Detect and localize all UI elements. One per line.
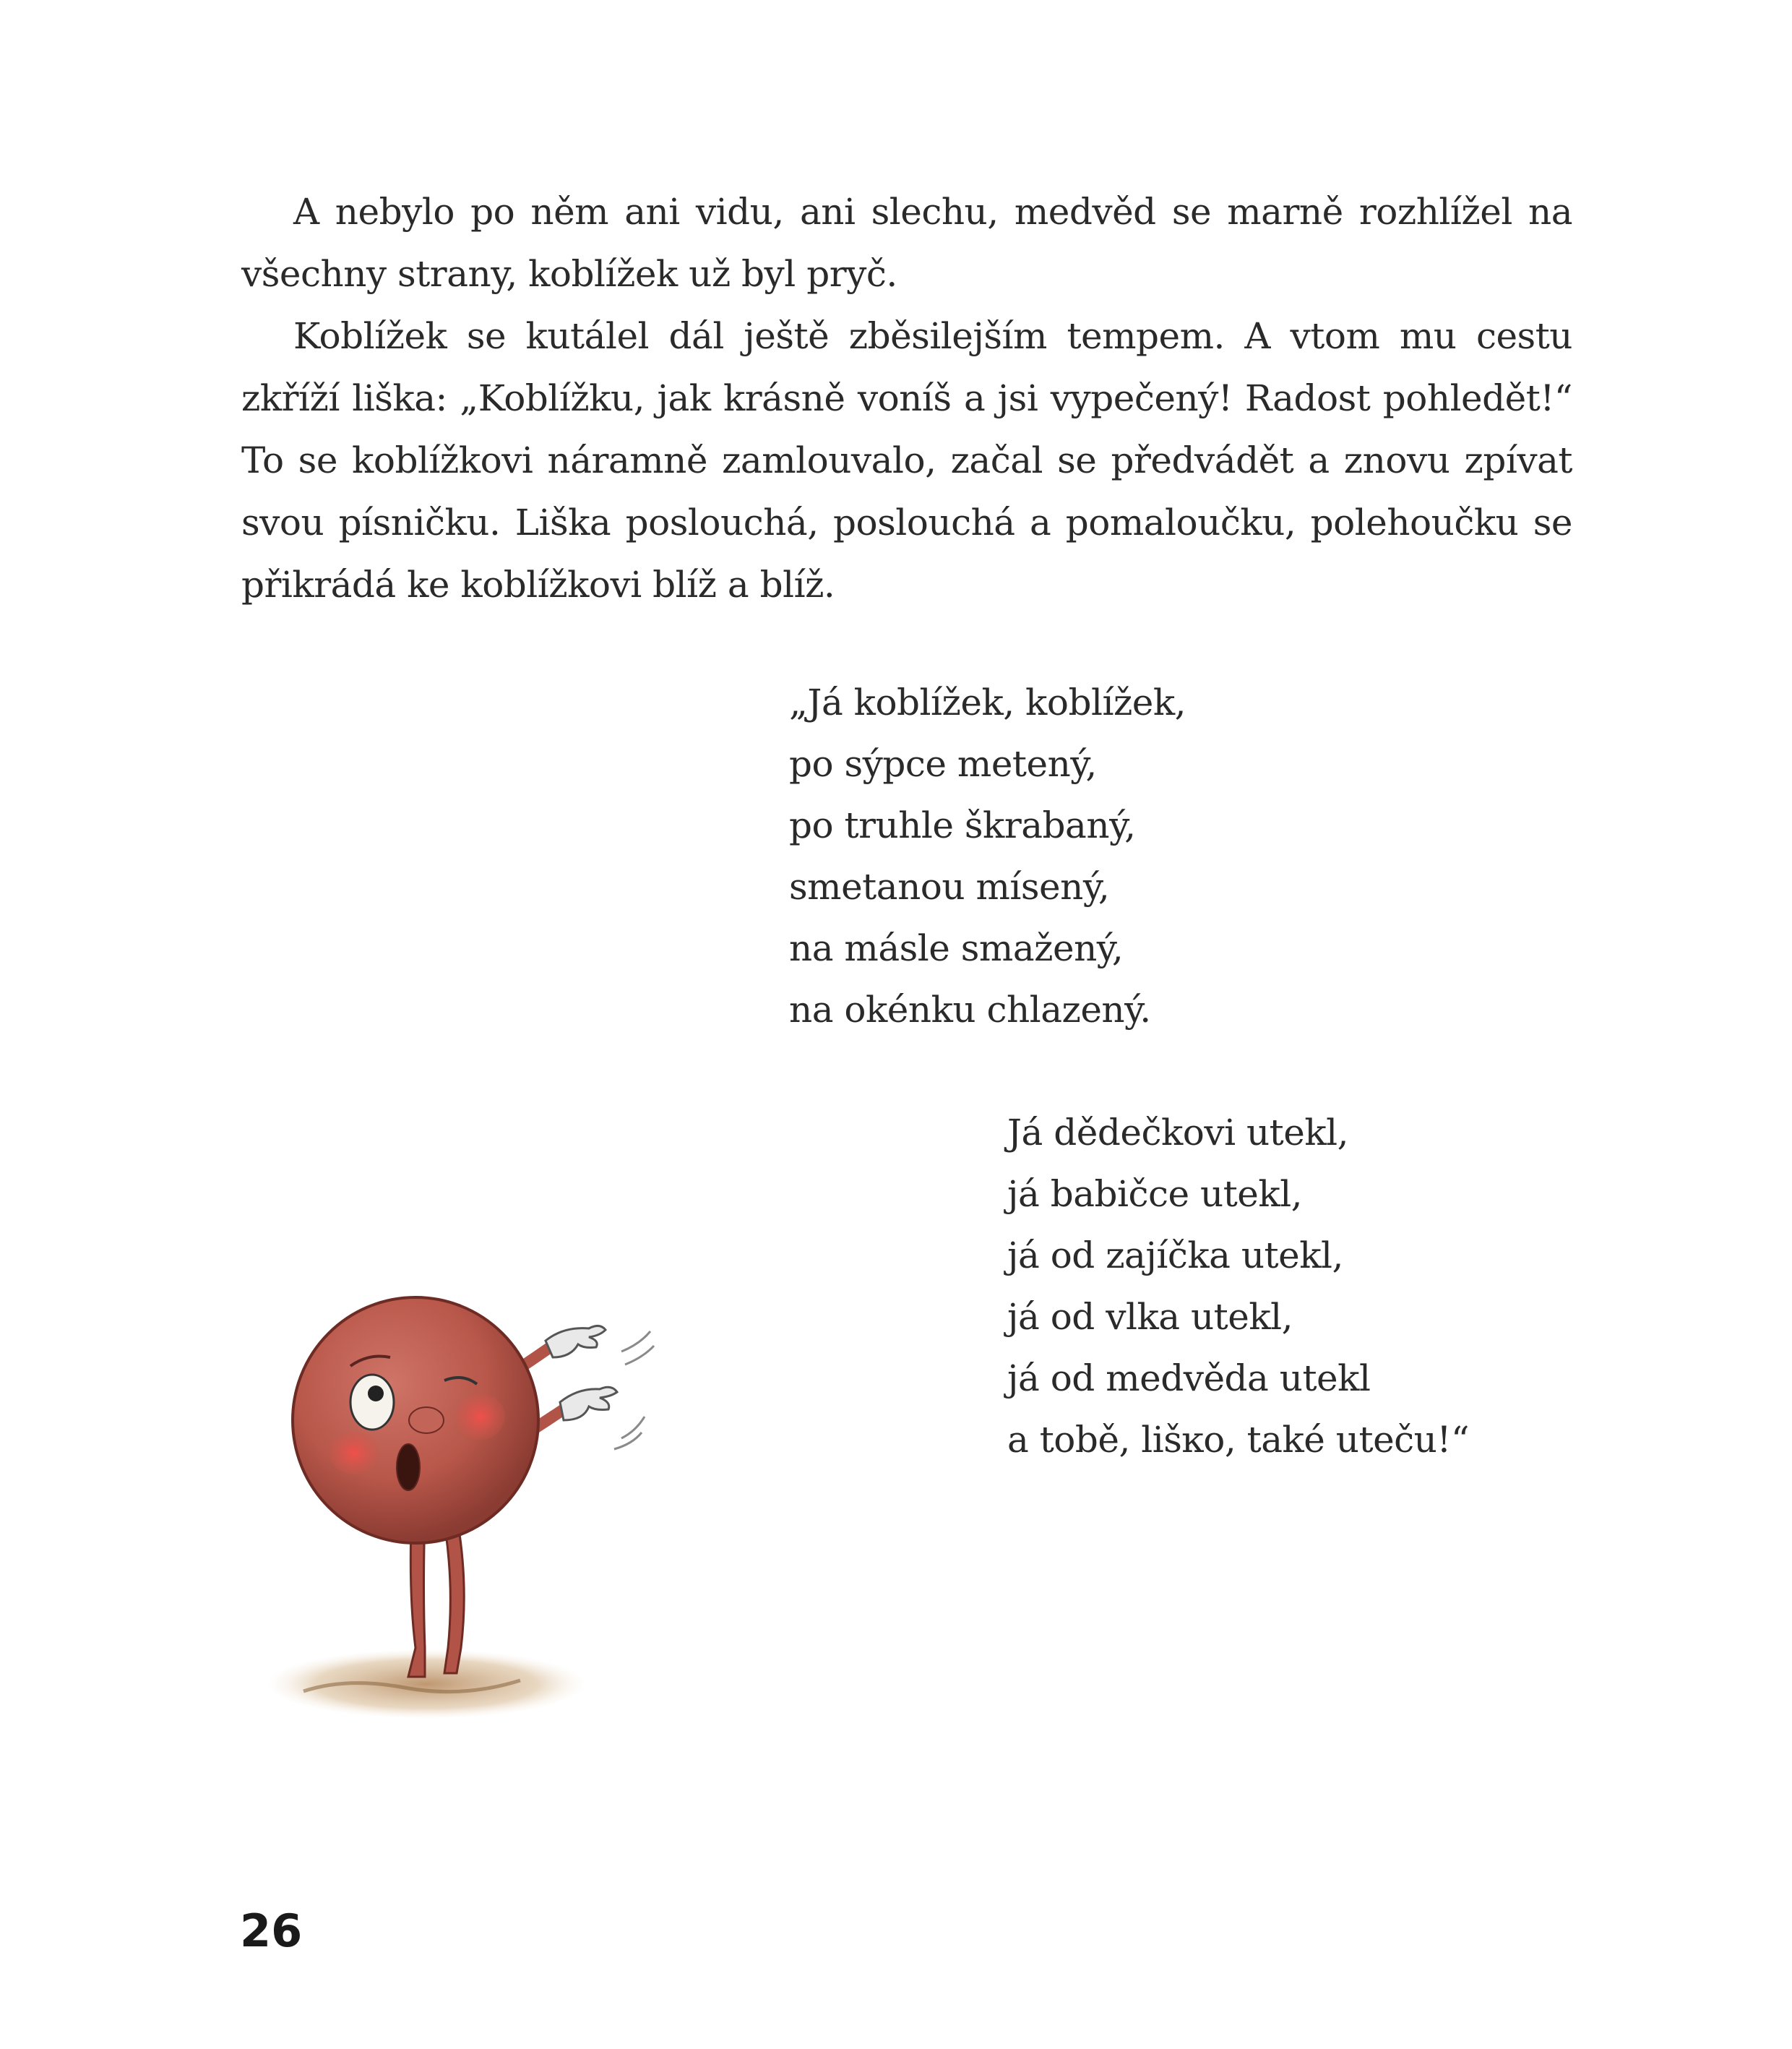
verse-line: Já dědečkovi utekl, bbox=[1007, 1112, 1349, 1154]
paragraph: Koblížek se kutálel dál ještě zběsilejším tempem. A vtom mu cestu zkříží liška: „Koblížku, jak krásně voníš a jsi vypečený! Radost pohledět!“ To se koblížkovi náramně zamlouvalo, začal se předvádět a znovu zpívat svou písničku. Liška poslouchá, poslouchá a pomaloučku, polehoučku se přikrádá ke koblížkovi blíž a blíž. bbox=[241, 315, 1572, 606]
cheek-right bbox=[456, 1393, 505, 1440]
ground-shadow bbox=[267, 1649, 585, 1719]
verse-line: já babičce utekl, bbox=[1007, 1173, 1303, 1215]
page-number: 26 bbox=[240, 1904, 303, 1957]
mouth bbox=[397, 1444, 420, 1490]
verse-line: já od zajíčka utekl, bbox=[1007, 1234, 1343, 1276]
paragraph: A nebylo po něm ani vidu, ani slechu, medvěd se marně rozhlížel na všechny strany, koblížek už byl pryč. bbox=[241, 191, 1572, 295]
story-text bbox=[241, 181, 1572, 616]
verse-line: na másle smažený, bbox=[789, 927, 1124, 969]
eye-left bbox=[350, 1375, 394, 1430]
nose bbox=[409, 1407, 444, 1433]
song-verse-second bbox=[1007, 1102, 1469, 1471]
verse-line: po sýpce metený, bbox=[789, 743, 1097, 785]
verse-line: po truhle škrabaný, bbox=[789, 804, 1136, 846]
pupil-left bbox=[368, 1386, 384, 1401]
glove-lower bbox=[560, 1387, 617, 1420]
glove-upper bbox=[546, 1326, 606, 1357]
cheek-left bbox=[329, 1431, 379, 1474]
verse-line: já od vlka utekl, bbox=[1007, 1296, 1293, 1338]
verse-line: já od medvěda utekl bbox=[1007, 1357, 1371, 1399]
koblizek-illustration bbox=[260, 1272, 860, 1735]
song-verse-first bbox=[789, 672, 1186, 1041]
verse-line: „Já koblížek, koblížek, bbox=[789, 682, 1186, 723]
verse-line: smetanou mísený, bbox=[789, 866, 1110, 908]
verse-line: a tobě, lišĸo, také uteču!“ bbox=[1007, 1419, 1470, 1461]
verse-line: na okénku chlazený. bbox=[789, 989, 1151, 1031]
motion-lines bbox=[614, 1331, 654, 1449]
